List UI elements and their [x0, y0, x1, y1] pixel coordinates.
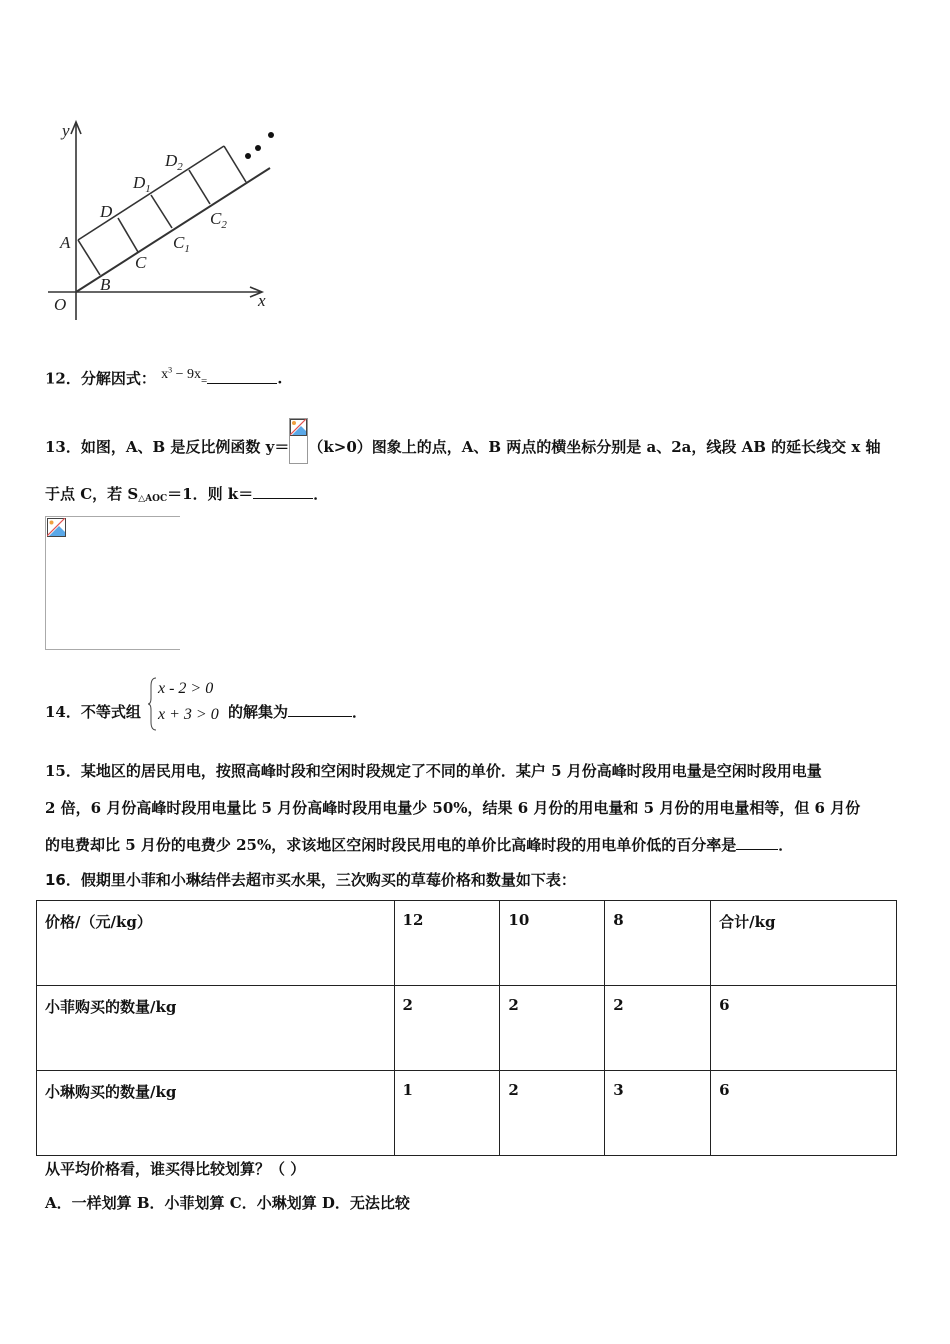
inequality-system — [158, 676, 219, 728]
question-number: 13． — [45, 438, 81, 456]
question-text: ＝1．则 k＝ — [167, 485, 254, 503]
label-o: O — [54, 295, 67, 314]
answer-blank[interactable] — [288, 702, 352, 717]
table-row — [37, 986, 897, 1071]
label-c1: $C_1$ — [173, 233, 190, 255]
question-14-suffix: 的解集为 ． — [228, 703, 368, 721]
inequality-1: x - 2 > 0 — [158, 680, 214, 697]
question-12: 12．分解因式： $x^3 - 9x_=$ . — [45, 365, 283, 388]
answer-blank[interactable] — [736, 835, 778, 850]
table-cell: 10 — [500, 901, 605, 986]
question-number: 14． — [45, 703, 81, 721]
question-14 — [45, 702, 141, 722]
broken-image-icon — [289, 418, 308, 464]
question-16-intro: 16．假期里小菲和小琳结伴去超市买水果，三次购买的草莓价格和数量如下表： — [45, 871, 576, 889]
broken-image-placeholder — [45, 516, 180, 650]
question-16-prompt: 从平均价格看，谁买得比较划算？（ ） — [45, 1160, 306, 1178]
geometry-figure — [40, 110, 290, 330]
table-cell: 3 — [605, 1071, 711, 1156]
label-b: B — [100, 275, 111, 294]
table-cell: 8 — [605, 901, 711, 986]
brace-icon — [148, 676, 158, 732]
label-d2: $D_2$ — [165, 151, 183, 173]
answer-blank[interactable] — [253, 484, 313, 499]
question-text: （k>0）图象上的点，A、B 两点的横坐标分别是 a、2a，线段 AB 的延长线交 x 轴 — [308, 438, 881, 456]
label-c: C — [135, 253, 147, 272]
question-13-line-2: 于点 C，若 $S_{\triangle AOC}=1$．则 k＝ ． — [45, 485, 329, 504]
table-row — [37, 1071, 897, 1156]
math-expression: $x^3 - 9x_=$ — [161, 365, 208, 387]
question-text: 于点 C，若 S — [45, 485, 139, 503]
question-13-line-1 — [45, 432, 881, 464]
label-d: D — [100, 202, 113, 221]
table-cell: 2 — [500, 986, 605, 1071]
subscript: △AOC — [138, 494, 168, 504]
table-cell: 小琳购买的数量/kg — [37, 1071, 395, 1156]
question-text: 如图，A、B 是反比例函数 y＝ — [80, 438, 290, 456]
label-d1: $D_1$ — [133, 173, 151, 195]
inequality-2: x + 3 > 0 — [158, 706, 219, 723]
label-x: x — [258, 291, 266, 310]
price-quantity-table — [36, 900, 897, 1156]
table-cell: 合计/kg — [711, 901, 897, 986]
answer-blank[interactable] — [207, 369, 277, 384]
label-c2: $C_2$ — [210, 209, 227, 231]
table-cell: 价格/（元/kg） — [37, 901, 395, 986]
table-row — [37, 901, 897, 986]
label-a: A — [60, 233, 71, 252]
question-15-line-1: 15．某地区的居民用电，按照高峰时段和空闲时段规定了不同的单价．某户 5 月份高峰时段用电量是空闲时段用电量 — [45, 762, 822, 780]
table-cell: 2 — [605, 986, 711, 1071]
question-16-options: A．一样划算 B．小菲划算 C．小琳划算 D．无法比较 — [45, 1194, 410, 1212]
question-text: 不等式组 — [80, 703, 141, 721]
question-15-line-3: 的电费却比 5 月份的电费少 25%，求该地区空闲时段民用电的单价比高峰时段的用电单价低的百分率是 ． — [45, 836, 794, 854]
table-cell: 6 — [711, 986, 897, 1071]
broken-image-icon — [47, 518, 66, 537]
table-cell: 6 — [711, 1071, 897, 1156]
table-cell: 小菲购买的数量/kg — [37, 986, 395, 1071]
question-number: 12． — [45, 369, 81, 388]
table-cell: 1 — [394, 1071, 500, 1156]
question-15-line-2: 2 倍，6 月份高峰时段用电量比 5 月份高峰时段用电量少 50%，结果 6 月份的用电量和 5 月份的用电量相等，但 6 月份 — [45, 799, 861, 817]
table-cell: 12 — [394, 901, 500, 986]
label-y: y — [62, 121, 70, 140]
question-prompt: 分解因式： — [80, 369, 156, 388]
table-cell: 2 — [500, 1071, 605, 1156]
table-cell: 2 — [394, 986, 500, 1071]
